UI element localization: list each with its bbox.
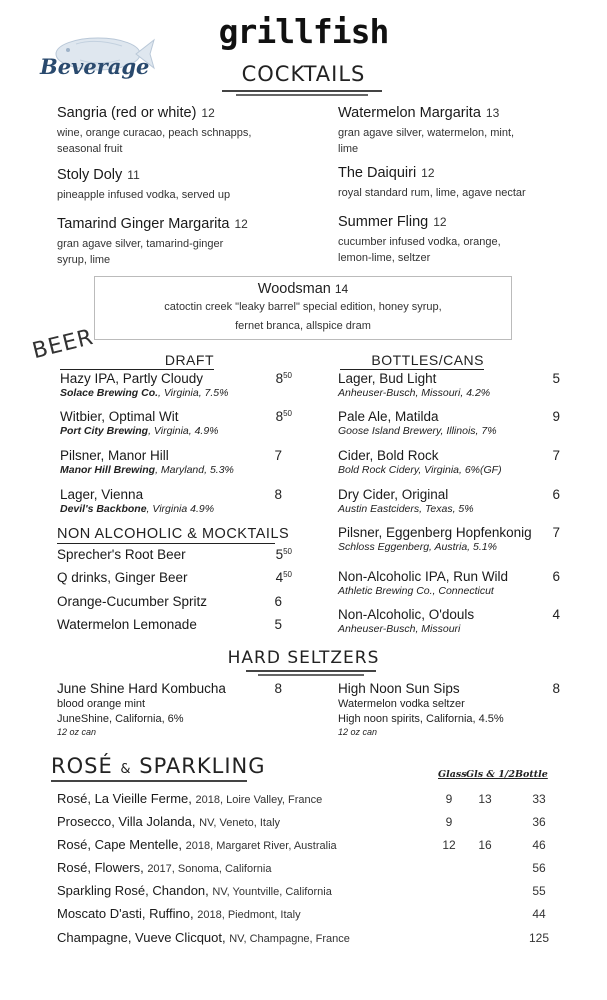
restaurant-name: grillfish	[218, 12, 389, 51]
draft-price: 8	[274, 487, 282, 502]
draft-heading: DRAFT	[164, 352, 214, 368]
wine-bottle-price: 46	[532, 838, 546, 852]
draft-beer: Pilsner, Manor Hill Manor Hill Brewing, Maryland, 5.3%	[60, 448, 234, 476]
cocktail-item: Tamarind Ginger Margarita 12 gran agave silver, tamarind-ginger syrup, lime	[57, 216, 248, 266]
wine-detail: 2018, Margaret River, Australia	[185, 840, 337, 852]
cocktail-item: Sangria (red or white) 12 wine, orange curacao, peach schnapps, seasonal fruit	[57, 105, 252, 155]
bottles-heading: BOTTLES/CANS	[371, 352, 484, 368]
seltzer-price: 8	[274, 681, 282, 696]
wine-glass-price: 12	[442, 838, 456, 852]
wine-item	[57, 930, 350, 945]
cocktail-item: Summer Fling 12 cucumber infused vodka, orange, lemon-lime, seltzer	[338, 214, 501, 264]
mocktail-price: 6	[274, 594, 282, 609]
cocktail-item: The Daiquiri 12 royal standard rum, lime, agave nectar	[338, 165, 526, 199]
wine-item	[57, 860, 271, 875]
wine-detail: 2018, Piedmont, Italy	[197, 909, 301, 921]
woodsman-feature: Woodsman 14 catoctin creek "leaky barrel" special edition, honey syrup, fernet branca, allspice dram	[94, 276, 512, 340]
bottle-price: 9	[552, 409, 560, 424]
draft-underline	[60, 369, 214, 370]
bottle-price: 7	[552, 448, 560, 463]
non-alcoholic-heading: NON ALCOHOLIC & MOCKTAILS	[57, 526, 290, 542]
bottle-price: 7	[552, 525, 560, 540]
wine-glass-price: 9	[445, 792, 453, 806]
wine-detail: 2017, Sonoma, California	[147, 863, 272, 875]
wine-gls-half-price: 16	[478, 838, 492, 852]
hard-seltzers-heading: HARD SELTZERS	[227, 648, 380, 668]
wine-item	[57, 906, 301, 921]
beer-heading: BEER	[29, 324, 97, 365]
seltzer-price: 8	[552, 681, 560, 696]
cocktails-underline-2	[236, 94, 368, 96]
glass-column-header: Glass	[438, 769, 467, 780]
wine-item	[57, 791, 322, 806]
cocktail-item: Watermelon Margarita 13 gran agave silver, watermelon, mint, lime	[338, 105, 515, 155]
wine-name: Rosé, Flowers,	[57, 860, 148, 875]
bottle-beer: Lager, Bud Light Anheuser-Busch, Missouri, 4.2%	[338, 371, 491, 399]
wine-item	[57, 883, 332, 898]
wine-gls-half-price: 13	[478, 792, 492, 806]
wine-bottle-price: 33	[532, 792, 546, 806]
draft-price: $8^{50}$	[275, 409, 292, 424]
wine-name: Rosé, La Vieille Ferme,	[57, 791, 196, 806]
wine-detail: 2018, Loire Valley, France	[195, 794, 323, 806]
mocktail-price: 5	[274, 617, 282, 632]
seltzers-underline-2	[258, 674, 364, 676]
bottle-price: 4	[552, 607, 560, 622]
bottle-column-header: Bottle	[515, 769, 548, 780]
draft-price: 7	[274, 448, 282, 463]
wine-detail: NV, Champagne, France	[229, 933, 350, 945]
wine-name: Moscato D'asti, Ruffino,	[57, 906, 198, 921]
bottle-beer: Dry Cider, Original Austin Eastciders, Texas, 5%	[338, 487, 474, 515]
bottle-beer: Cider, Bold Rock Bold Rock Cidery, Virginia, 6%(GF)	[338, 448, 502, 476]
wine-detail: NV, Yountville, California	[212, 886, 332, 898]
bottle-beer: Non-Alcoholic, O'douls Anheuser-Busch, Missouri	[338, 607, 475, 635]
logo-label: Beverage	[40, 54, 150, 79]
bottle-price: 5	[552, 371, 560, 386]
glass-half-column-header: Gls & 1/2	[466, 769, 515, 780]
wine-detail: NV, Veneto, Italy	[199, 817, 281, 829]
bottle-beer: Pilsner, Eggenberg Hopfenkonig Schloss Eggenberg, Austria, 5.1%	[338, 525, 532, 553]
mocktail-price: $5^{50}$	[275, 547, 292, 562]
seltzer-item: High Noon Sun Sips Watermelon vodka seltzer High noon spirits, California, 4.5% 12 oz can	[338, 681, 504, 737]
wine-bottle-price: 56	[532, 861, 546, 875]
wine-item	[57, 814, 280, 829]
wine-bottle-price: 125	[528, 931, 550, 945]
bottle-price: 6	[552, 487, 560, 502]
cocktail-item: Stoly Doly 11 pineapple infused vodka, served up	[57, 167, 231, 201]
wine-bottle-price: 55	[532, 884, 546, 898]
mocktail-item: Q drinks, Ginger Beer	[57, 570, 188, 585]
wine-name: Sparkling Rosé, Chandon,	[57, 883, 213, 898]
non-alcoholic-underline	[57, 543, 275, 544]
wine-name: Champagne, Vueve Clicquot,	[57, 930, 230, 945]
draft-price: $8^{50}$	[275, 371, 292, 386]
wine-item	[57, 837, 337, 852]
mocktail-item: Watermelon Lemonade	[57, 617, 197, 632]
mocktail-item: Orange-Cucumber Spritz	[57, 594, 208, 609]
bottle-price: 6	[552, 569, 560, 584]
seltzer-item: June Shine Hard Kombucha blood orange mint JuneShine, California, 6% 12 oz can	[57, 681, 226, 737]
mocktail-item: Sprecher's Root Beer	[57, 547, 186, 562]
cocktails-underline	[222, 90, 382, 92]
wine-name: Rosé, Cape Mentelle,	[57, 837, 186, 852]
wine-bottle-price: 44	[532, 907, 546, 921]
rose-sparkling-heading: ROSÉ & SPARKLING	[51, 754, 266, 778]
bottle-beer: Non-Alcoholic IPA, Run Wild Athletic Brewing Co., Connecticut	[338, 569, 509, 597]
wine-bottle-price: 36	[532, 815, 546, 829]
wine-glass-price: 9	[445, 815, 453, 829]
draft-beer: Hazy IPA, Partly Cloudy Solace Brewing Co., Virginia, 7.5%	[60, 371, 229, 399]
draft-beer: Lager, Vienna Devil's Backbone, Virginia 4.9%	[60, 487, 215, 515]
draft-beer: Witbier, Optimal Wit Port City Brewing, Virginia, 4.9%	[60, 409, 219, 437]
mocktail-price: $4^{50}$	[275, 570, 292, 585]
wine-name: Prosecco, Villa Jolanda,	[57, 814, 200, 829]
seltzers-underline	[246, 670, 376, 672]
cocktails-heading: COCKTAILS	[241, 62, 366, 86]
rose-underline	[51, 780, 247, 782]
bottle-beer: Pale Ale, Matilda Goose Island Brewery, Illinois, 7%	[338, 409, 497, 437]
bottles-underline	[340, 369, 484, 370]
